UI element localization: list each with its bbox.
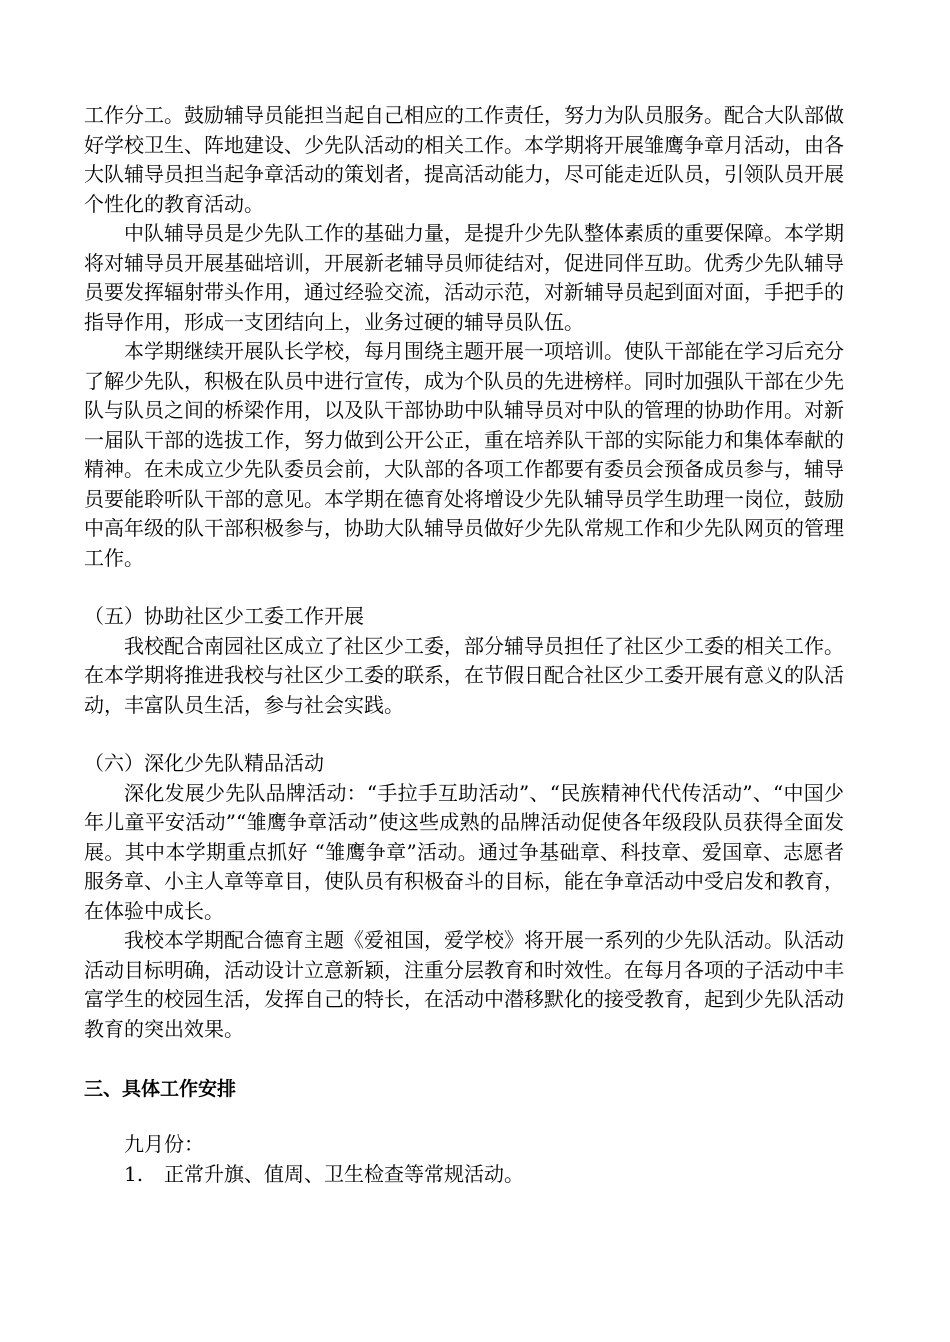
paragraph-theme-activities: 我校本学期配合德育主题《爱祖国，爱学校》将开展一系列的少先队活动。队活动活动目标明确，活动设计立意新颖，注重分层教育和时效性。在每月各项的子活动中丰富学生的校园生活，发挥自己的特长，在活动中潜移默化的接受教育，起到少先队活动教育的突出效果。 xyxy=(84,928,844,1041)
document-page xyxy=(84,101,844,1189)
month-label: 九月份： xyxy=(124,1132,204,1156)
section-heading-community: （五）协助社区少工委工作开展 xyxy=(84,604,364,628)
spacer xyxy=(84,1044,844,1074)
list-item xyxy=(84,1160,844,1190)
spacer xyxy=(84,720,844,749)
list-item-text: 正常升旗、值周、卫生检查等常规活动。 xyxy=(164,1161,524,1186)
paragraph-squad-counselors: 中队辅导员是少先队工作的基础力量，是提升少先队整体素质的重要保障。本学期将对辅导员开展基础培训，开展新老辅导员师徒结对，促进同伴互助。优秀少先队辅导员要发挥辐射带头作用，通过经验交流，活动示范，对新辅导员起到面对面，手把手的指导作用，形成一支团结向上，业务过硬的辅导员队伍。 xyxy=(84,221,844,334)
paragraph-captain-school: 本学期继续开展队长学校，每月围绕主题开展一项培训。使队干部能在学习后充分了解少先队，积极在队员中进行宣传，成为个队员的先进榜样。同时加强队干部在少先队与队员之间的桥梁作用，以及队干部协助中队辅导员对中队的管理的协助作用。对新一届队干部的选拔工作，努力做到公开公正，重在培养队干部的实际能力和集体奉献的精神。在未成立少先队委员会前，大队部的各项工作都要有委员会预备成员参与，辅导员要能聆听队干部的意见。本学期在德育处将增设少先队辅导员学生助理一岗位，鼓励中高年级的队干部积极参与，协助大队辅导员做好少先队常规工作和少先队网页的管理工作。 xyxy=(84,339,844,570)
paragraph-community: 我校配合南园社区成立了社区少工委，部分辅导员担任了社区少工委的相关工作。在本学期将推进我校与社区少工委的联系，在节假日配合社区少工委开展有意义的队活动，丰富队员生活，参与社会实践。 xyxy=(84,633,844,717)
section-title-schedule: 三、具体工作安排 xyxy=(84,1078,237,1100)
paragraph-work-division: 工作分工。鼓励辅导员能担当起自己相应的工作责任，努力为队员服务。配合大队部做好学校卫生、阵地建设、少先队活动的相关工作。本学期将开展雏鹰争章月活动，由各大队辅导员担当起争章活动的策划者，提高活动能力，尽可能走近队员，引领队员开展个性化的教育活动。 xyxy=(84,103,844,216)
spacer xyxy=(84,1104,844,1130)
spacer xyxy=(84,573,844,602)
list-item-number: 1. xyxy=(124,1161,144,1186)
paragraph-brand-activities: 深化发展少先队品牌活动：“手拉手互助活动”、“民族精神代代传活动”、“中国少年儿童平安活动”“雏鹰争章活动”使这些成熟的品牌活动促使各年级段队员获得全面发展。其中本学期重点抓好 “雏鹰争章”活动。通过争基础章、科技章、爱国章、志愿者服务章、小主人章等章目，使队员有积极奋斗的目标，能在争章活动中受启发和教育，在体验中成长。 xyxy=(84,780,844,923)
section-heading-activities: （六）深化少先队精品活动 xyxy=(84,751,324,775)
